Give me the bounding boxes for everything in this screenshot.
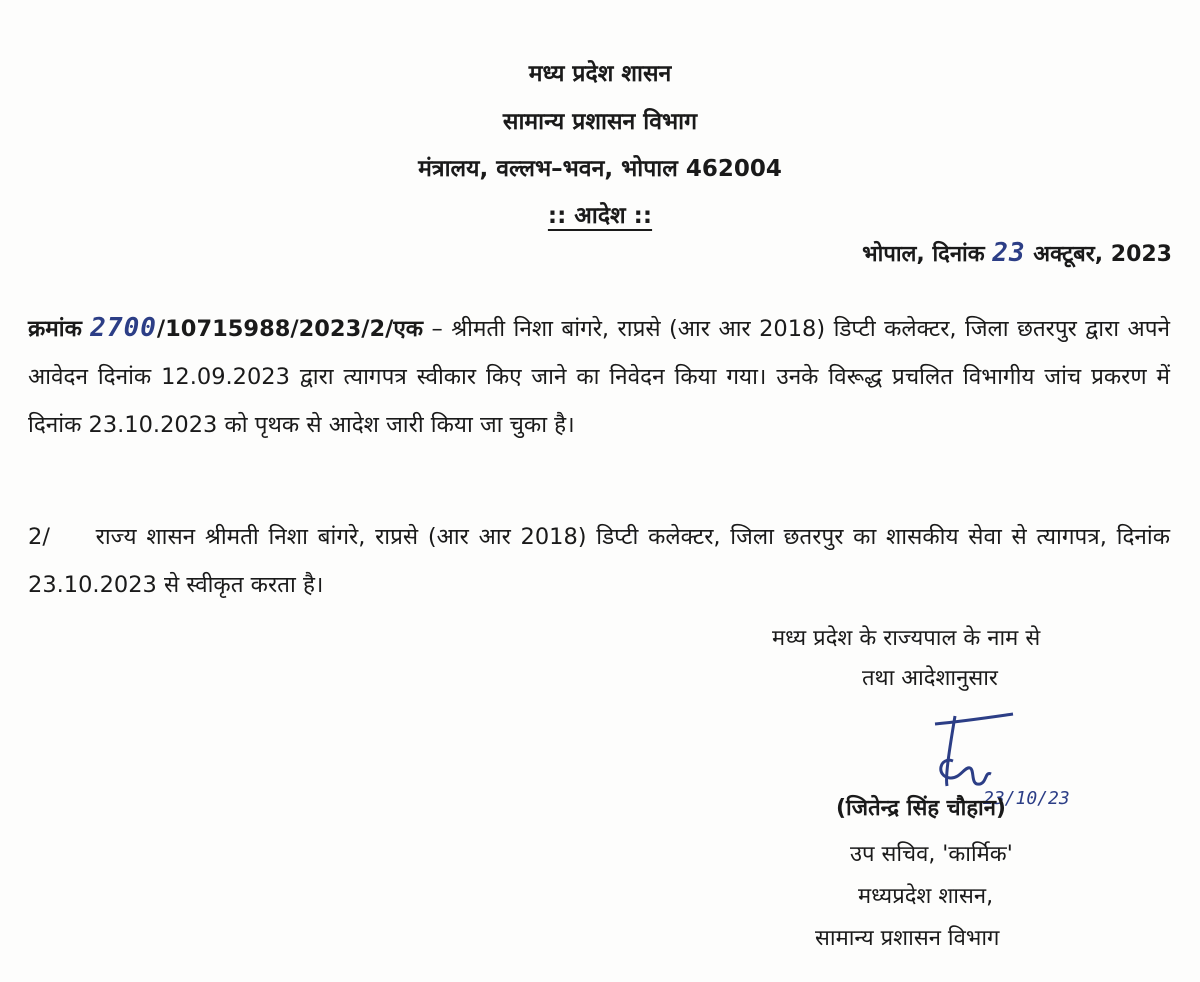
signatory-organisation-2: सामान्य प्रशासन विभाग [815,926,1000,951]
signatory-name: (जितेन्द्र सिंह चौहान) [836,796,1006,821]
paragraph-1-text: – श्रीमती निशा बांगरे, राप्रसे (आर आर 2018) डिप्टी कलेक्टर, जिला छतरपुर द्वारा अपने आवेदन दिनांक 12.09.2023 द्वारा त्यागपत्र स्वीकार किए जाने का निवेदन किया गया। उनके विरूद्ध प्रचलित विभागीय जांच प्रकरण में दिनांक 23.10.2023 को पृथक से आदेश जारी किया जा चुका है। [28,316,1170,438]
paragraph-2 [28,513,1170,609]
order-number-handwritten: 2700 [90,313,157,343]
paragraph-1 [28,304,1170,449]
paragraph-2-text: राज्य शासन श्रीमती निशा बांगरे, राप्रसे (आर आर 2018) डिप्टी कलेक्टर, जिला छतरपुर का शासकीय सेवा से त्यागपत्र, दिनांक 23.10.2023 से स्वीकृत करता है। [28,524,1170,598]
dateline-day-handwritten: 23 [992,238,1026,268]
paragraph-2-number: 2/ [28,524,50,550]
order-number-reference: /10715988/2023/2/एक [156,316,424,342]
signature-stroke [935,714,1013,724]
order-title-text: :: आदेश :: [547,203,653,229]
dateline-prefix: भोपाल, दिनांक [862,242,985,267]
dateline [862,238,1172,268]
signature-stroke [947,716,955,786]
signature-date-annotation: 23/10/23 [983,788,1070,809]
header-government: मध्य प्रदेश शासन [528,61,672,87]
signatory-designation: उप सचिव, 'कार्मिक' [850,842,1013,867]
signatory-organisation-1: मध्यप्रदेश शासन, [858,884,994,909]
order-number-label: क्रमांक [28,316,82,342]
header-department: सामान्य प्रशासन विभाग [502,109,698,135]
order-title [0,198,1200,230]
dateline-suffix: अक्टूबर, 2023 [1033,242,1172,267]
authority-line-2: तथा आदेशानुसार [862,666,998,691]
authority-line-1: मध्य प्रदेश के राज्यपाल के नाम से [772,626,1041,651]
header-address: मंत्रालय, वल्लभ–भवन, भोपाल 462004 [418,156,782,182]
